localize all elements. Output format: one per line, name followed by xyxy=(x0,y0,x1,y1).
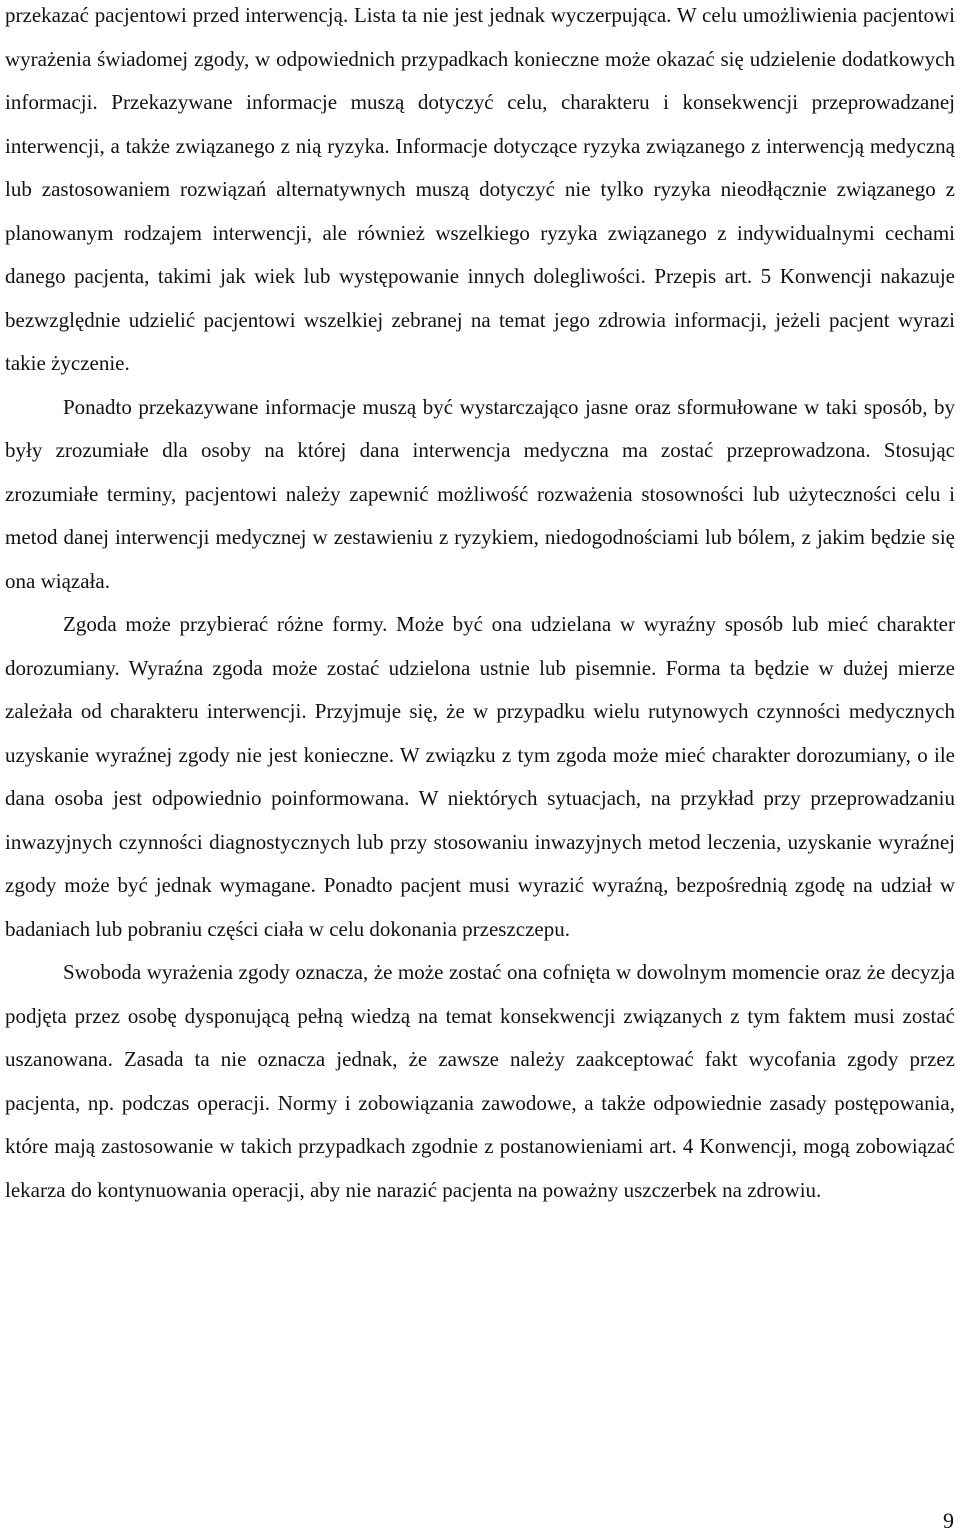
paragraph-formy-zgody: Zgoda może przybierać różne formy. Może być ona udzielana w wyraźny sposób lub mieć charakter dorozumiany. Wyraźna zgoda może zostać udzielona ustnie lub pisemnie. Forma ta będzie w dużej mierze zależała od charakteru interwencji. Przyjmuje się, że w przypadku wielu rutynowych czynności medycznych uzyskanie wyraźnej zgody nie jest konieczne. W związku z tym zgoda może mieć charakter dorozumiany, o ile dana osoba jest odpowiednio poinformowana. W niektórych sytuacjach, na przykład przy przeprowadzaniu inwazyjnych czynności diagnostycznych lub przy stosowaniu inwazyjnych metod leczenia, uzyskanie wyraźnej zgody może być jednak wymagane. Ponadto pacjent musi wyrazić wyraźną, bezpośrednią zgodę na udział w badaniach lub pobraniu części ciała w celu dokonania przeszczepu. xyxy=(5,612,955,941)
paragraph-jasnosc-informacji: Ponadto przekazywane informacje muszą być wystarczająco jasne oraz sformułowane w taki sposób, by były zrozumiałe dla osoby na której dana interwencja medyczna ma zostać przeprowadzona. Stosując zrozumiałe terminy, pacjentowi należy zapewnić możliwość rozważenia stosowności lub użyteczności celu i metod danej interwencji medycznej w zestawieniu z ryzykiem, niedogodnościami lub bólem, z jakim będzie się ona wiązała. xyxy=(5,394,955,593)
paragraph-swoboda-zgody: Swoboda wyrażenia zgody oznacza, że może zostać ona cofnięta w dowolnym momencie oraz że decyzja podjęta przez osobę dysponującą pełną wiedzą na temat konsekwencji związanych z tym faktem musi zostać uszanowana. Zasada ta nie oznacza jednak, że zawsze należy zaakceptować fakt wycofania zgody przez pacjenta, np. podczas operacji. Normy i zobowiązania zawodowe, a także odpowiednie zasady postępowania, które mają zastosowanie w takich przypadkach zgodnie z postanowieniami art. 4 Konwencji, mogą zobowiązać lekarza do kontynuowania operacji, aby nie narazić pacjenta na poważny uszczerbek na zdrowiu. xyxy=(5,960,955,1202)
paragraph-informacje-ryzyko: przekazać pacjentowi przed interwencją. Lista ta nie jest jednak wyczerpująca. W celu umożliwienia pacjentowi wyrażenia świadomej zgody, w odpowiednich przypadkach konieczne może okazać się udzielenie dodatkowych informacji. Przekazywane informacje muszą dotyczyć celu, charakteru i konsekwencji przeprowadzanej interwencji, a także związanego z nią ryzyka. Informacje dotyczące ryzyka związanego z interwencją medyczną lub zastosowaniem rozwiązań alternatywnych muszą dotyczyć nie tylko ryzyka nieodłącznie związanego z planowanym rodzajem interwencji, ale również wszelkiego ryzyka związanego z indywidualnymi cechami danego pacjenta, takimi jak wiek lub występowanie innych dolegliwości. Przepis art. 5 Konwencji nakazuje bezwzględnie udzielić pacjentowi wszelkiej zebranej na temat jego zdrowia informacji, jeżeli pacjent wyrazi takie życzenie. xyxy=(5,3,955,375)
page-number: 9 xyxy=(943,1508,954,1533)
document-page xyxy=(5,0,955,1212)
